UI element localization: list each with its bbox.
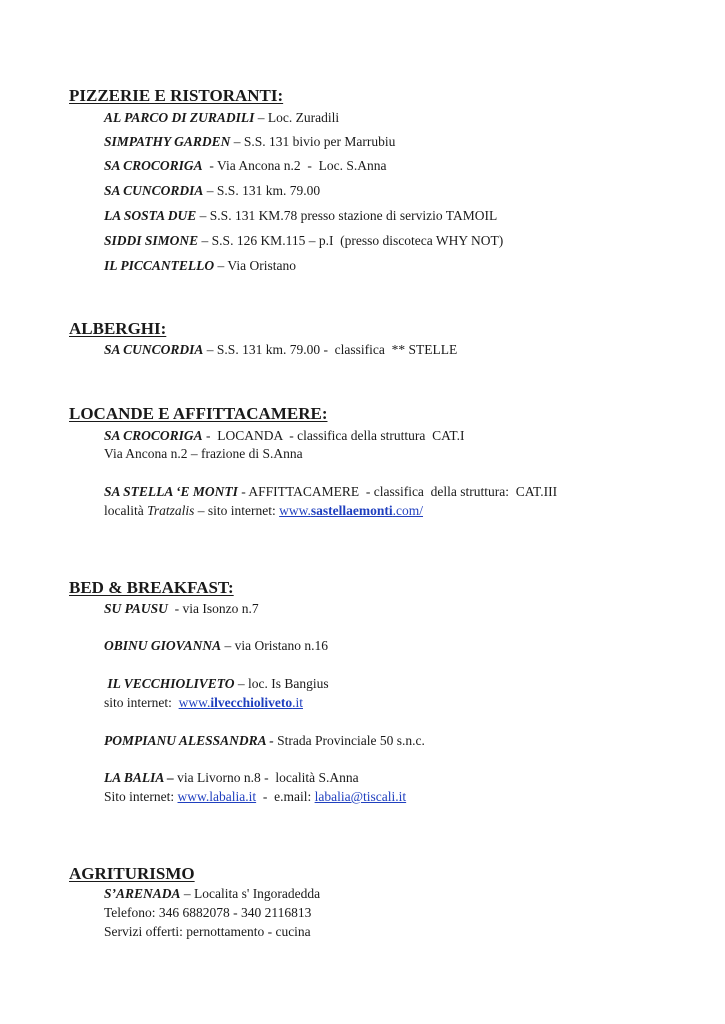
item-name: SU PAUSU: [104, 601, 168, 616]
item-detail: - via Isonzo n.7: [167, 601, 259, 616]
list-item: [104, 183, 320, 199]
item-name: POMPIANU ALESSANDRA -: [104, 733, 274, 748]
item-address: Via Ancona n.2 – frazione di S.Anna: [104, 446, 303, 461]
item-name: SA CROCORIGA: [104, 158, 203, 173]
item-name: IL PICCANTELLO: [104, 258, 215, 273]
item-detail: – loc. Is Bangius: [234, 676, 329, 691]
item-name: LA BALIA –: [104, 770, 174, 785]
website-link[interactable]: [279, 503, 423, 518]
list-item: [104, 158, 386, 174]
heading-bnb: BED & BREAKFAST:: [69, 578, 234, 597]
list-item: [104, 770, 359, 786]
item-detail: – Localita s' Ingoradedda: [180, 886, 321, 901]
email-label: - e.mail:: [256, 789, 315, 804]
item-name: SA CUNCORDIA: [104, 342, 204, 357]
email-link[interactable]: labalia@tiscali.it: [314, 789, 407, 804]
website-link[interactable]: [179, 695, 303, 710]
site-label: sito internet:: [104, 695, 179, 710]
item-website-line: [104, 695, 303, 711]
services-line: Servizi offerti: pernottamento - cucina: [104, 924, 311, 939]
item-name: OBINU GIOVANNA: [104, 638, 222, 653]
item-name: SA CUNCORDIA: [104, 183, 204, 198]
item-detail: – S.S. 131 KM.78 presso stazione di servizio TAMOIL: [196, 208, 498, 223]
heading-agriturismo: AGRITURISMO: [69, 864, 195, 883]
list-item: [104, 601, 259, 617]
link-part: ilvecchioliveto: [210, 695, 293, 710]
item-website-line: [104, 503, 423, 519]
list-item: [104, 134, 395, 150]
site-label: Sito internet:: [104, 789, 178, 804]
heading-pizzerie: PIZZERIE E RISTORANTI:: [69, 86, 284, 105]
item-name: LA SOSTA DUE: [104, 208, 197, 223]
list-item: [104, 233, 503, 249]
heading-alberghi: ALBERGHI:: [69, 319, 167, 338]
item-detail: - Via Ancona n.2 - Loc. S.Anna: [202, 158, 387, 173]
site-label: – sito internet:: [194, 503, 280, 518]
item-detail: – S.S. 131 bivio per Marrubiu: [230, 134, 396, 149]
phone-line: Telefono: 346 6882078 - 340 2116813: [104, 905, 312, 920]
item-name: SA STELLA ‘E MONTI: [104, 484, 238, 499]
locality-label: località: [104, 503, 148, 518]
item-name: SIMPATHY GARDEN: [104, 134, 231, 149]
list-item: [104, 886, 320, 902]
link-part: sastellaemonti: [310, 503, 393, 518]
item-detail: – via Oristano n.16: [221, 638, 329, 653]
list-item: [104, 110, 339, 126]
link-part: www.: [279, 503, 311, 518]
item-detail: – S.S. 131 km. 79.00: [203, 183, 321, 198]
list-item: [104, 638, 328, 654]
item-detail: – S.S. 131 km. 79.00 - classifica ** STELLE: [203, 342, 458, 357]
item-name: S’ARENADA: [104, 886, 181, 901]
link-part: www.: [178, 695, 211, 710]
item-detail: via Livorno n.8 - località S.Anna: [173, 770, 359, 785]
item-detail: - AFFITTACAMERE - classifica della struttura: CAT.III: [237, 484, 558, 499]
list-item: [104, 258, 296, 274]
item-name: SA CROCORIGA: [104, 428, 203, 443]
item-detail: – S.S. 126 KM.115 – p.I (presso discoteca WHY NOT): [198, 233, 504, 248]
item-detail: - LOCANDA - classifica della struttura CAT.I: [202, 428, 465, 443]
list-item: [104, 733, 425, 749]
list-item: [104, 484, 557, 500]
item-contact-line: [104, 789, 406, 805]
item-detail: – Loc. Zuradili: [254, 110, 340, 125]
link-part: .com/: [392, 503, 424, 518]
item-name: AL PARCO DI ZURADILI: [104, 110, 255, 125]
item-name: SIDDI SIMONE: [104, 233, 199, 248]
list-item: [104, 428, 465, 444]
item-name: IL VECCHIOLIVETO: [104, 676, 235, 691]
link-part: .it: [292, 695, 303, 710]
list-item: [104, 208, 497, 224]
list-item: [104, 676, 329, 692]
list-item: [104, 342, 457, 358]
item-detail: Strada Provinciale 50 s.n.c.: [273, 733, 425, 748]
website-link[interactable]: www.labalia.it: [177, 789, 257, 804]
item-detail: – Via Oristano: [214, 258, 296, 273]
locality-name: Tratzalis: [147, 503, 195, 518]
heading-locande: LOCANDE E AFFITTACAMERE:: [69, 404, 328, 423]
